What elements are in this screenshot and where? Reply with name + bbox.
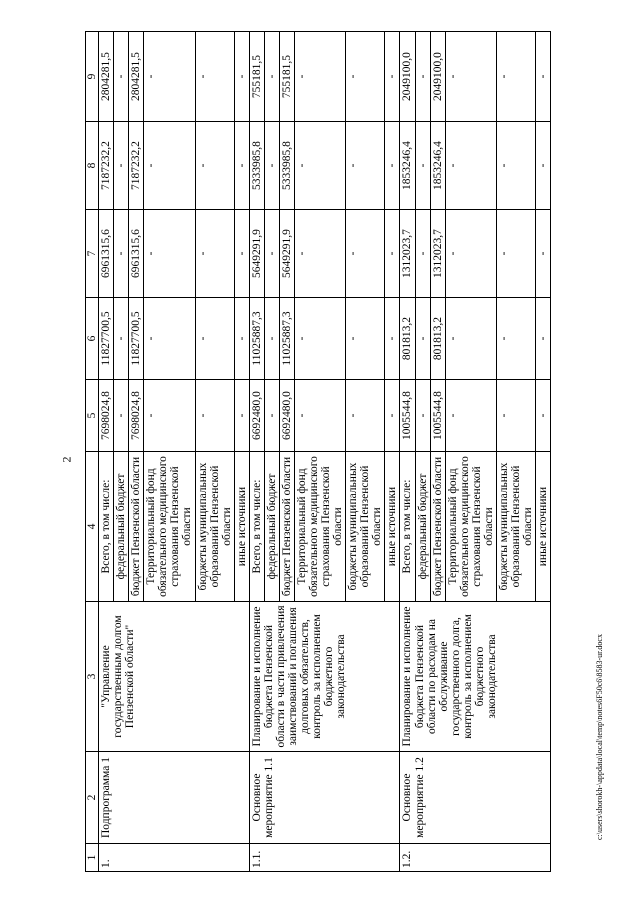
amount-cell: -	[445, 380, 496, 452]
amount-cell: -	[496, 210, 535, 298]
header-cell: 1	[86, 844, 99, 872]
amount-cell: -	[496, 380, 535, 452]
page-number: 2	[59, 456, 74, 463]
amount-cell: -	[385, 32, 400, 122]
amount-cell: 755181,5	[279, 32, 294, 122]
amount-cell: -	[415, 32, 430, 122]
amount-cell: -	[264, 380, 279, 452]
funding-source: иные источники	[234, 452, 249, 602]
amount-cell: -	[385, 122, 400, 210]
amount-cell: -	[114, 122, 129, 210]
funding-source: федеральный бюджет	[415, 452, 430, 602]
amount-cell: -	[114, 380, 129, 452]
amount-cell: 2049100,0	[400, 32, 415, 122]
amount-cell: -	[346, 298, 385, 380]
amount-cell: -	[415, 380, 430, 452]
amount-cell: -	[114, 210, 129, 298]
amount-cell: 1005544,8	[400, 380, 415, 452]
amount-cell: -	[114, 298, 129, 380]
funding-source: бюджеты муниципальных образований Пензенской области	[195, 452, 234, 602]
funding-source: Территориальный фонд обязательного медицинского страхования Пензенской области	[445, 452, 496, 602]
amount-cell: 7698024,8	[99, 380, 114, 452]
row-name: Основное мероприятие 1.1	[249, 752, 400, 844]
amount-cell: -	[264, 298, 279, 380]
amount-cell: 801813,2	[430, 298, 445, 380]
amount-cell: 11025887,3	[249, 298, 264, 380]
amount-cell: -	[536, 122, 551, 210]
amount-cell: -	[234, 210, 249, 298]
header-cell: 8	[86, 122, 99, 210]
amount-cell: -	[195, 380, 234, 452]
amount-cell: -	[536, 298, 551, 380]
amount-cell: 7187232,2	[99, 122, 114, 210]
amount-cell: -	[114, 32, 129, 122]
amount-cell: -	[346, 380, 385, 452]
footer-path: c:\users\shorokh-\appdata\local\temp\notes6F50c6\8583-ur.docx	[595, 634, 604, 840]
header-cell: 9	[86, 32, 99, 122]
amount-cell: -	[294, 32, 345, 122]
amount-cell: -	[144, 380, 195, 452]
amount-cell: 1853246,4	[400, 122, 415, 210]
funding-source: бюджеты муниципальных образований Пензенской области	[346, 452, 385, 602]
amount-cell: -	[234, 298, 249, 380]
amount-cell: 11025887,3	[279, 298, 294, 380]
amount-cell: 2804281,5	[99, 32, 114, 122]
amount-cell: -	[264, 32, 279, 122]
amount-cell: 7698024,8	[129, 380, 144, 452]
funding-source: иные источники	[385, 452, 400, 602]
row-number: 1.1.	[249, 844, 400, 872]
amount-cell: 5649291,9	[279, 210, 294, 298]
header-row	[86, 32, 99, 872]
amount-cell: -	[496, 122, 535, 210]
amount-cell: -	[294, 210, 345, 298]
amount-cell: -	[144, 32, 195, 122]
funding-source: бюджет Пензенской области	[430, 452, 445, 602]
amount-cell: -	[536, 210, 551, 298]
header-cell: 2	[86, 752, 99, 844]
funding-source: бюджеты муниципальных образований Пензенской области	[496, 452, 535, 602]
amount-cell: 1853246,4	[430, 122, 445, 210]
amount-cell: 2804281,5	[129, 32, 144, 122]
amount-cell: -	[445, 32, 496, 122]
amount-cell: -	[144, 122, 195, 210]
amount-cell: -	[264, 122, 279, 210]
funding-table	[85, 31, 551, 872]
header-cell: 3	[86, 602, 99, 752]
header-cell: 7	[86, 210, 99, 298]
table-row	[400, 32, 415, 872]
amount-cell: -	[415, 122, 430, 210]
amount-cell: 6961315,6	[129, 210, 144, 298]
amount-cell: 1312023,7	[400, 210, 415, 298]
amount-cell: 5649291,9	[249, 210, 264, 298]
amount-cell: -	[346, 32, 385, 122]
amount-cell: 6961315,6	[99, 210, 114, 298]
amount-cell: 1312023,7	[430, 210, 445, 298]
table-row	[249, 32, 264, 872]
amount-cell: -	[496, 298, 535, 380]
row-description: Планирование и исполнение бюджета Пензенской области по расходам на обслуживание государственного долга, контроль за исполнением бюджетного законодательства	[400, 602, 551, 752]
amount-cell: 2049100,0	[430, 32, 445, 122]
rotated-table-container	[85, 32, 615, 872]
funding-source: бюджет Пензенской области	[129, 452, 144, 602]
header-cell: 4	[86, 452, 99, 602]
row-name: Подпрограмма 1	[99, 752, 250, 844]
amount-cell: -	[144, 210, 195, 298]
amount-cell: -	[536, 32, 551, 122]
funding-source: бюджет Пензенской области	[279, 452, 294, 602]
amount-cell: -	[234, 380, 249, 452]
table-row	[99, 32, 114, 872]
amount-cell: -	[195, 298, 234, 380]
funding-source: федеральный бюджет	[114, 452, 129, 602]
amount-cell: 6692480,0	[249, 380, 264, 452]
funding-source: Всего, в том числе:	[99, 452, 114, 602]
amount-cell: -	[415, 210, 430, 298]
funding-source: Территориальный фонд обязательного медицинского страхования Пензенской области	[294, 452, 345, 602]
funding-source: Всего, в том числе:	[249, 452, 264, 602]
amount-cell: -	[234, 32, 249, 122]
amount-cell: 755181,5	[249, 32, 264, 122]
funding-source: Территориальный фонд обязательного медицинского страхования Пензенской области	[144, 452, 195, 602]
amount-cell: -	[294, 122, 345, 210]
amount-cell: -	[234, 122, 249, 210]
header-cell: 6	[86, 298, 99, 380]
amount-cell: -	[415, 298, 430, 380]
funding-source: федеральный бюджет	[264, 452, 279, 602]
header-cell: 5	[86, 380, 99, 452]
amount-cell: 5333985,8	[249, 122, 264, 210]
amount-cell: 1005544,8	[430, 380, 445, 452]
amount-cell: -	[264, 210, 279, 298]
amount-cell: -	[195, 32, 234, 122]
amount-cell: -	[385, 210, 400, 298]
amount-cell: -	[294, 380, 345, 452]
row-number: 1.2.	[400, 844, 551, 872]
row-description: "Управление государственным долгом Пензенской области"	[99, 602, 250, 752]
amount-cell: 5333985,8	[279, 122, 294, 210]
amount-cell: -	[536, 380, 551, 452]
row-name: Основное мероприятие 1.2	[400, 752, 551, 844]
row-description: Планирование и исполнение бюджета Пензенской области в части привлечения заимствований и погашения долговых обязательств, контроль за исполнением бюджетного законодательства	[249, 602, 400, 752]
funding-source: Всего, в том числе:	[400, 452, 415, 602]
amount-cell: 11827700,5	[99, 298, 114, 380]
amount-cell: 7187232,2	[129, 122, 144, 210]
amount-cell: -	[385, 380, 400, 452]
amount-cell: -	[144, 298, 195, 380]
amount-cell: -	[346, 122, 385, 210]
row-number: 1.	[99, 844, 250, 872]
amount-cell: 801813,2	[400, 298, 415, 380]
amount-cell: -	[294, 298, 345, 380]
amount-cell: -	[445, 122, 496, 210]
amount-cell: -	[346, 210, 385, 298]
amount-cell: 6692480,0	[279, 380, 294, 452]
amount-cell: -	[496, 32, 535, 122]
amount-cell: -	[195, 210, 234, 298]
funding-source: иные источники	[536, 452, 551, 602]
amount-cell: -	[195, 122, 234, 210]
amount-cell: -	[385, 298, 400, 380]
amount-cell: 11827700,5	[129, 298, 144, 380]
amount-cell: -	[445, 210, 496, 298]
amount-cell: -	[445, 298, 496, 380]
